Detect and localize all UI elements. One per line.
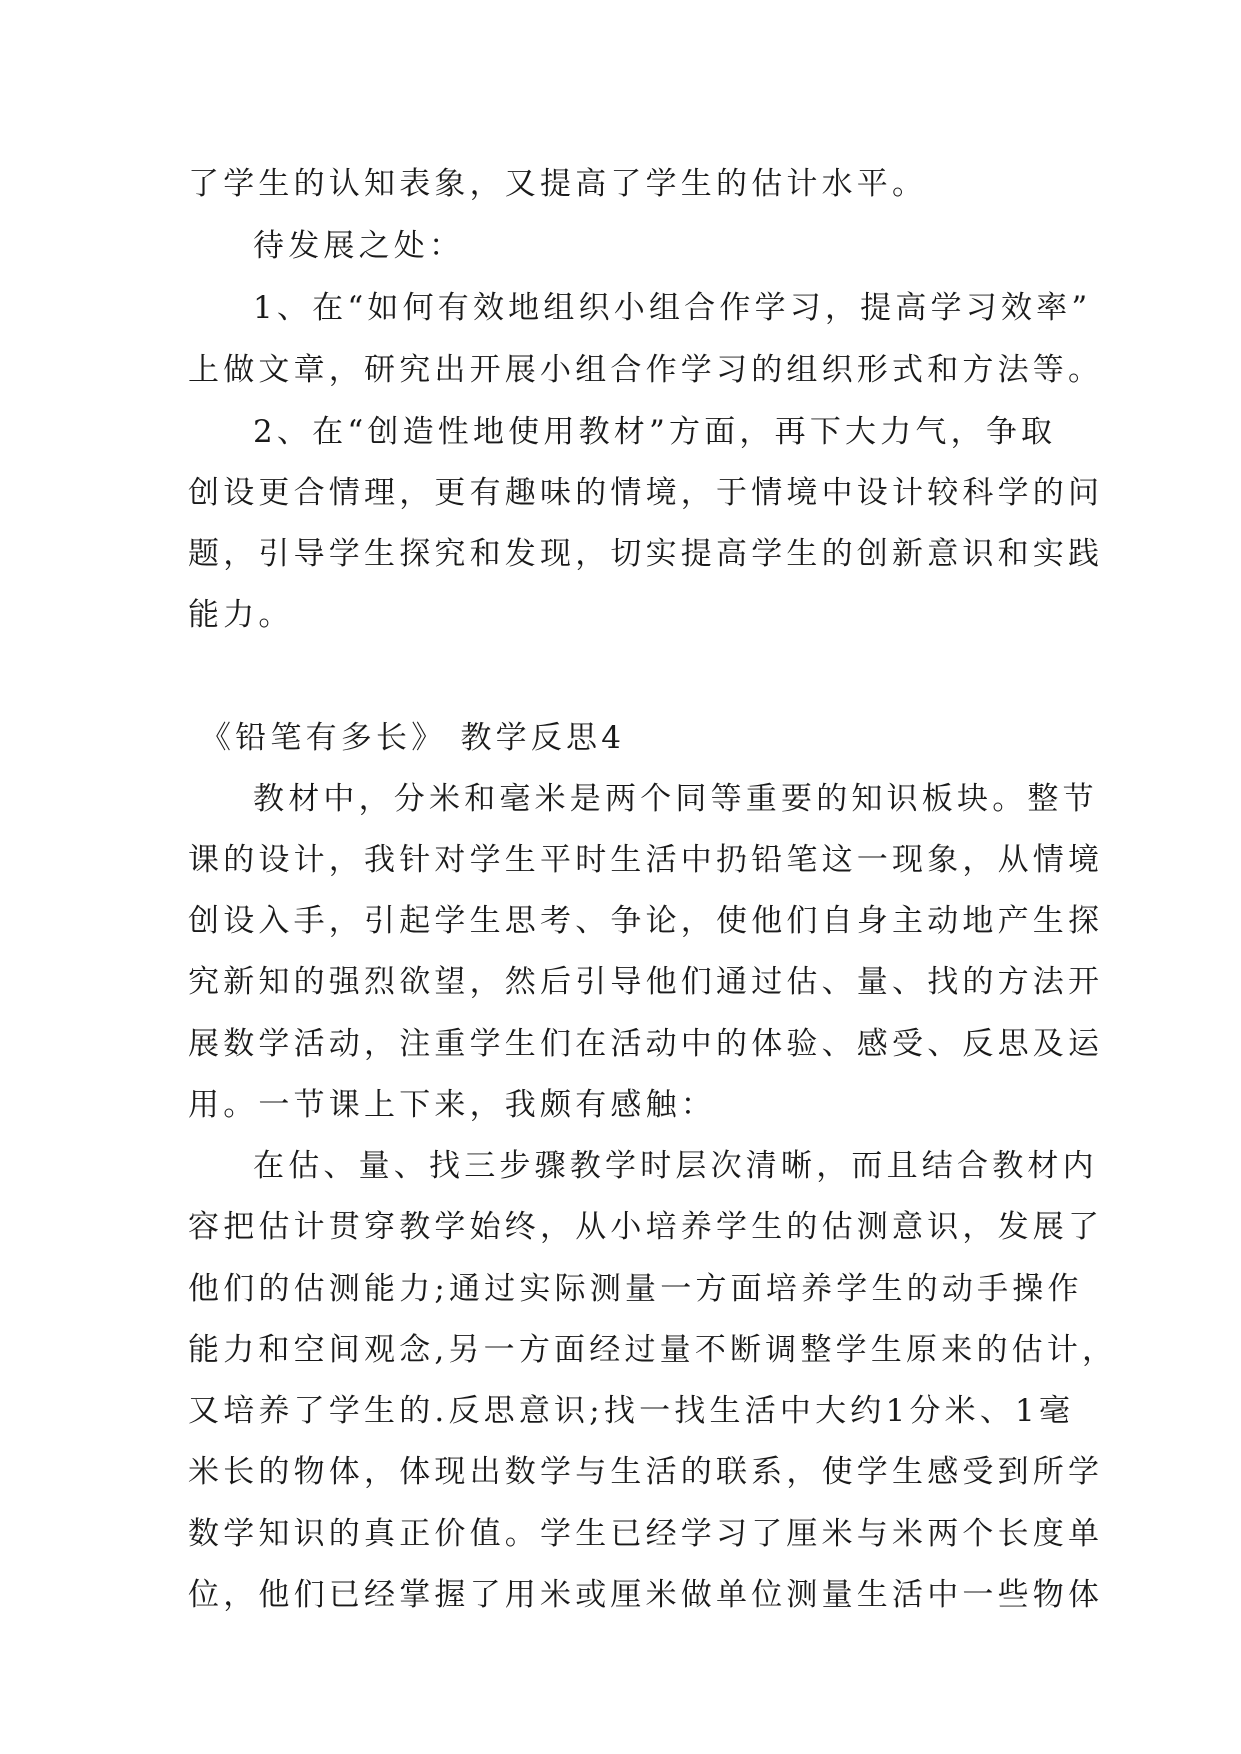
- text-line: 题，引导学生探究和发现，切实提高学生的创新意识和实践: [188, 536, 1104, 572]
- text-line: 米长的物体，体现出数学与生活的联系，使学生感受到所学: [188, 1454, 1104, 1490]
- text-line: 他们的估测能力;通过实际测量一方面培养学生的动手操作: [188, 1271, 1083, 1307]
- text-line: 展数学活动，注重学生们在活动中的体验、感受、反思及运: [188, 1026, 1104, 1062]
- text-line: 位，他们已经掌握了用米或厘米做单位测量生活中一些物体: [188, 1577, 1104, 1613]
- section-label: 待发展之处：: [253, 228, 465, 264]
- text-line: 教材中，分米和毫米是两个同等重要的知识板块。整节: [253, 781, 1098, 817]
- text-line: 课的设计，我针对学生平时生活中扔铅笔这一现象，从情境: [188, 842, 1104, 878]
- text-line: 能力。: [188, 597, 294, 633]
- text-line: 了学生的认知表象，又提高了学生的估计水平。: [188, 166, 928, 202]
- text-line: 用。一节课上下来，我颇有感触：: [188, 1087, 716, 1123]
- section-heading: 《铅笔有多长》 教学反思4: [200, 720, 626, 756]
- text-line: 又培养了学生的.反思意识;找一找生活中大约1分米、1毫: [188, 1393, 1075, 1429]
- text-line: 在估、量、找三步骤教学时层次清晰，而且结合教材内: [253, 1148, 1098, 1184]
- text-line: 创设更合情理，更有趣味的情境，于情境中设计较科学的问: [188, 475, 1104, 511]
- text-line: 上做文章，研究出开展小组合作学习的组织形式和方法等。: [188, 352, 1104, 388]
- text-line: 究新知的强烈欲望，然后引导他们通过估、量、找的方法开: [188, 964, 1104, 1000]
- text-line: 数学知识的真正价值。学生已经学习了厘米与米两个长度单: [188, 1516, 1104, 1552]
- list-item: 2、在“创造性地使用教材”方面，再下大力气，争取: [253, 414, 1057, 450]
- text-line: 能力和空间观念,另一方面经过量不断调整学生原来的估计，: [188, 1332, 1118, 1368]
- list-item: 1、在“如何有效地组织小组合作学习，提高学习效率”: [253, 290, 1092, 326]
- text-line: 创设入手，引起学生思考、争论，使他们自身主动地产生探: [188, 903, 1104, 939]
- text-line: 容把估计贯穿教学始终，从小培养学生的估测意识，发展了: [188, 1209, 1104, 1245]
